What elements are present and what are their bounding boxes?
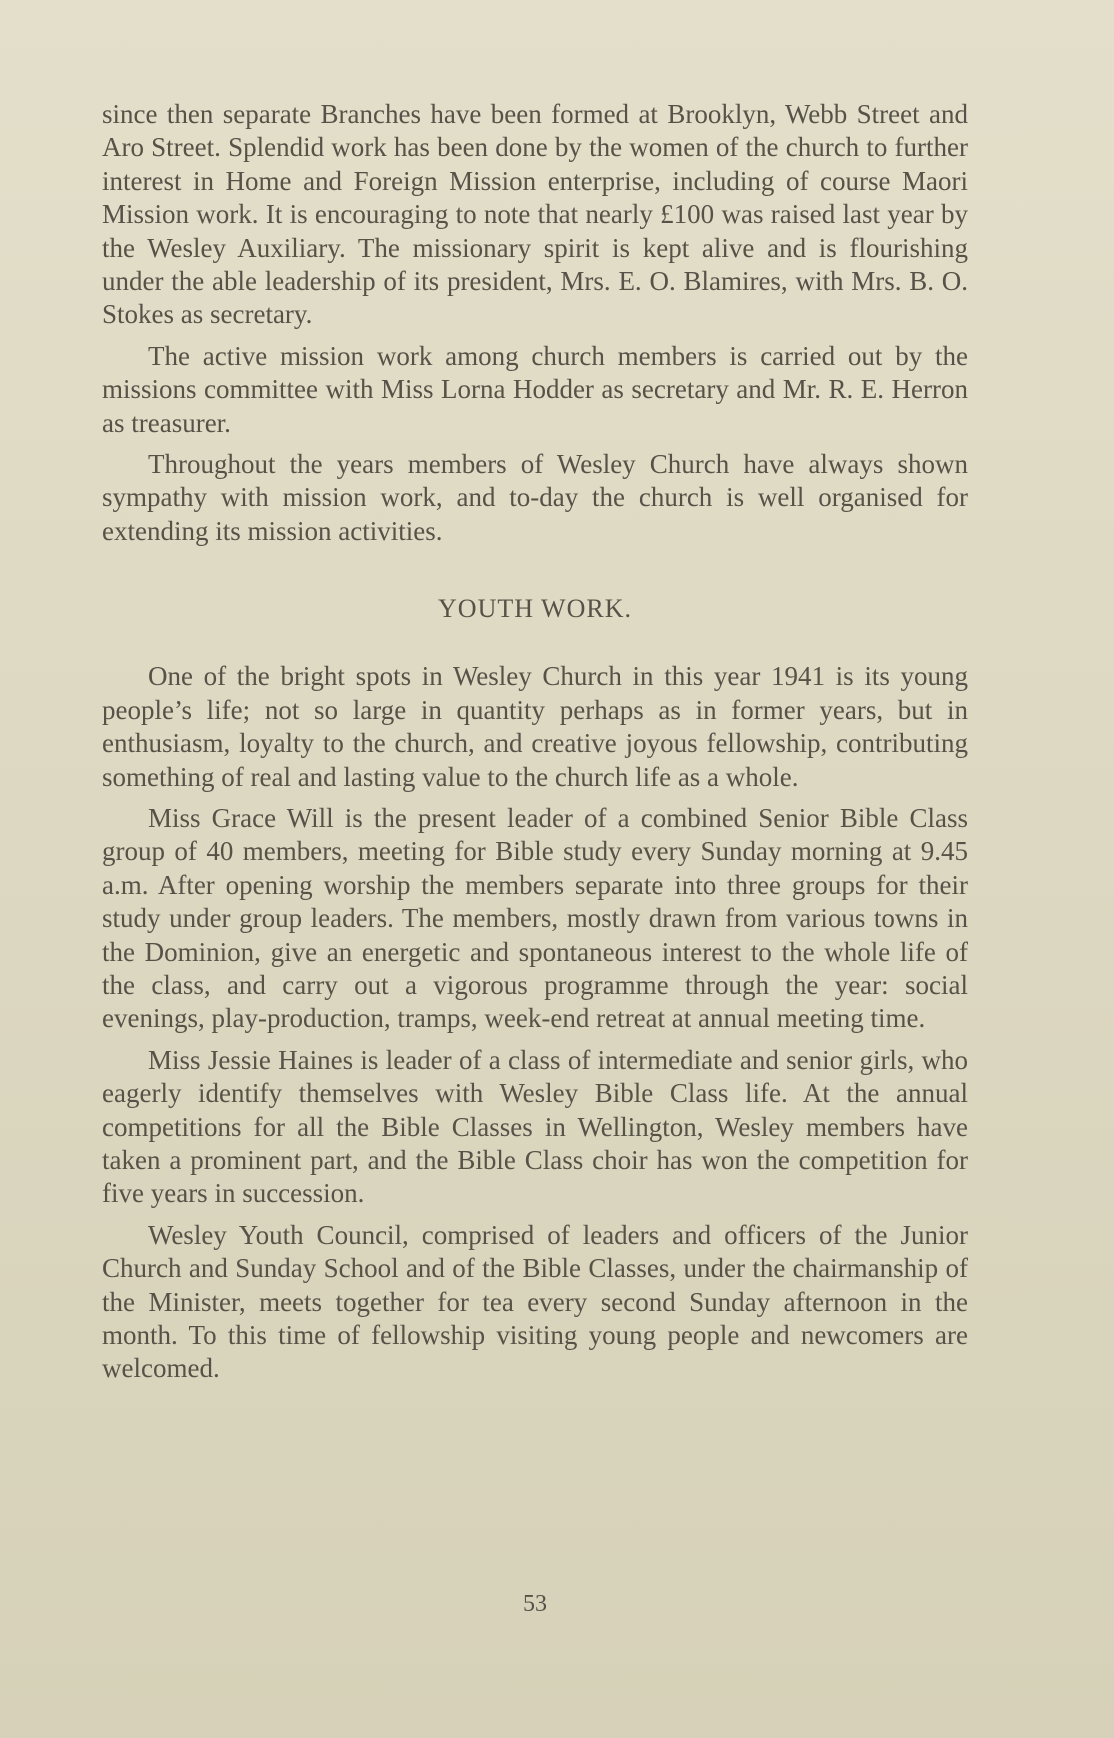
paragraph-mission-sympathy: Throughout the years members of Wesley Church have always shown sympathy with mission work, and to-day the church is well organised for extending its mission activities. [102, 449, 968, 546]
paragraph-young-peoples-life: One of the bright spots in Wesley Church in this year 1941 is its young people’s life; not so large in quantity perhaps as in former years, but in enthusiasm, loyalty to the church, and creative joyous fellowship, contributing something of real and lasting value to the church life as a whole. [102, 661, 968, 792]
paragraph-girls-class: Miss Jessie Haines is leader of a class of intermediate and senior girls, who eagerly identify themselves with Wesley Bible Class life. At the annual competitions for all the Bible Classes in Wellington, Wesley members have taken a prominent part, and the Bible Class choir has won the competition for five years in succession. [102, 1044, 968, 1209]
paragraph-senior-bible-class: Miss Grace Will is the present leader of a combined Senior Bible Class group of 40 members, meeting for Bible study every Sunday morning at 9.45 a.m. After opening worship the members separate into three groups for their study under group leaders. The members, mostly drawn from various towns in the Dominion, give an energetic and spontaneous interest to the whole life of the class, and carry out a vigorous programme through the year: social evenings, play-production, tramps, week-end retreat at annual meeting time. [102, 802, 968, 1034]
section-heading-youth-work: YOUTH WORK. [438, 594, 632, 624]
paragraph-youth-council: Wesley Youth Council, comprised of leaders and officers of the Junior Church and Sunday School and of the Bible Classes, under the chairmanship of the Minister, meets together for tea every second Sunday afternoon in the month. To this time of fellowship visiting young people and newcomers are welcomed. [102, 1219, 968, 1384]
page-number: 53 [523, 1591, 547, 1617]
document-page [102, 98, 968, 1738]
paragraph-womens-auxiliary: since then separate Branches have been formed at Brooklyn, Webb Street and Aro Street. Splendid work has been done by the women of the church to further interest in Home and Foreign Mission enterprise, including of course Maori Mission work. It is encouraging to note that nearly £100 was raised last year by the Wesley Auxiliary. The missionary spirit is kept alive and is flourishing under the able leadership of its president, Mrs. E. O. Blamires, with Mrs. B. O. Stokes as secretary. [102, 99, 968, 330]
paragraph-missions-committee: The active mission work among church members is carried out by the missions committee with Miss Lorna Hodder as secretary and Mr. R. E. Herron as treasurer. [102, 340, 968, 438]
